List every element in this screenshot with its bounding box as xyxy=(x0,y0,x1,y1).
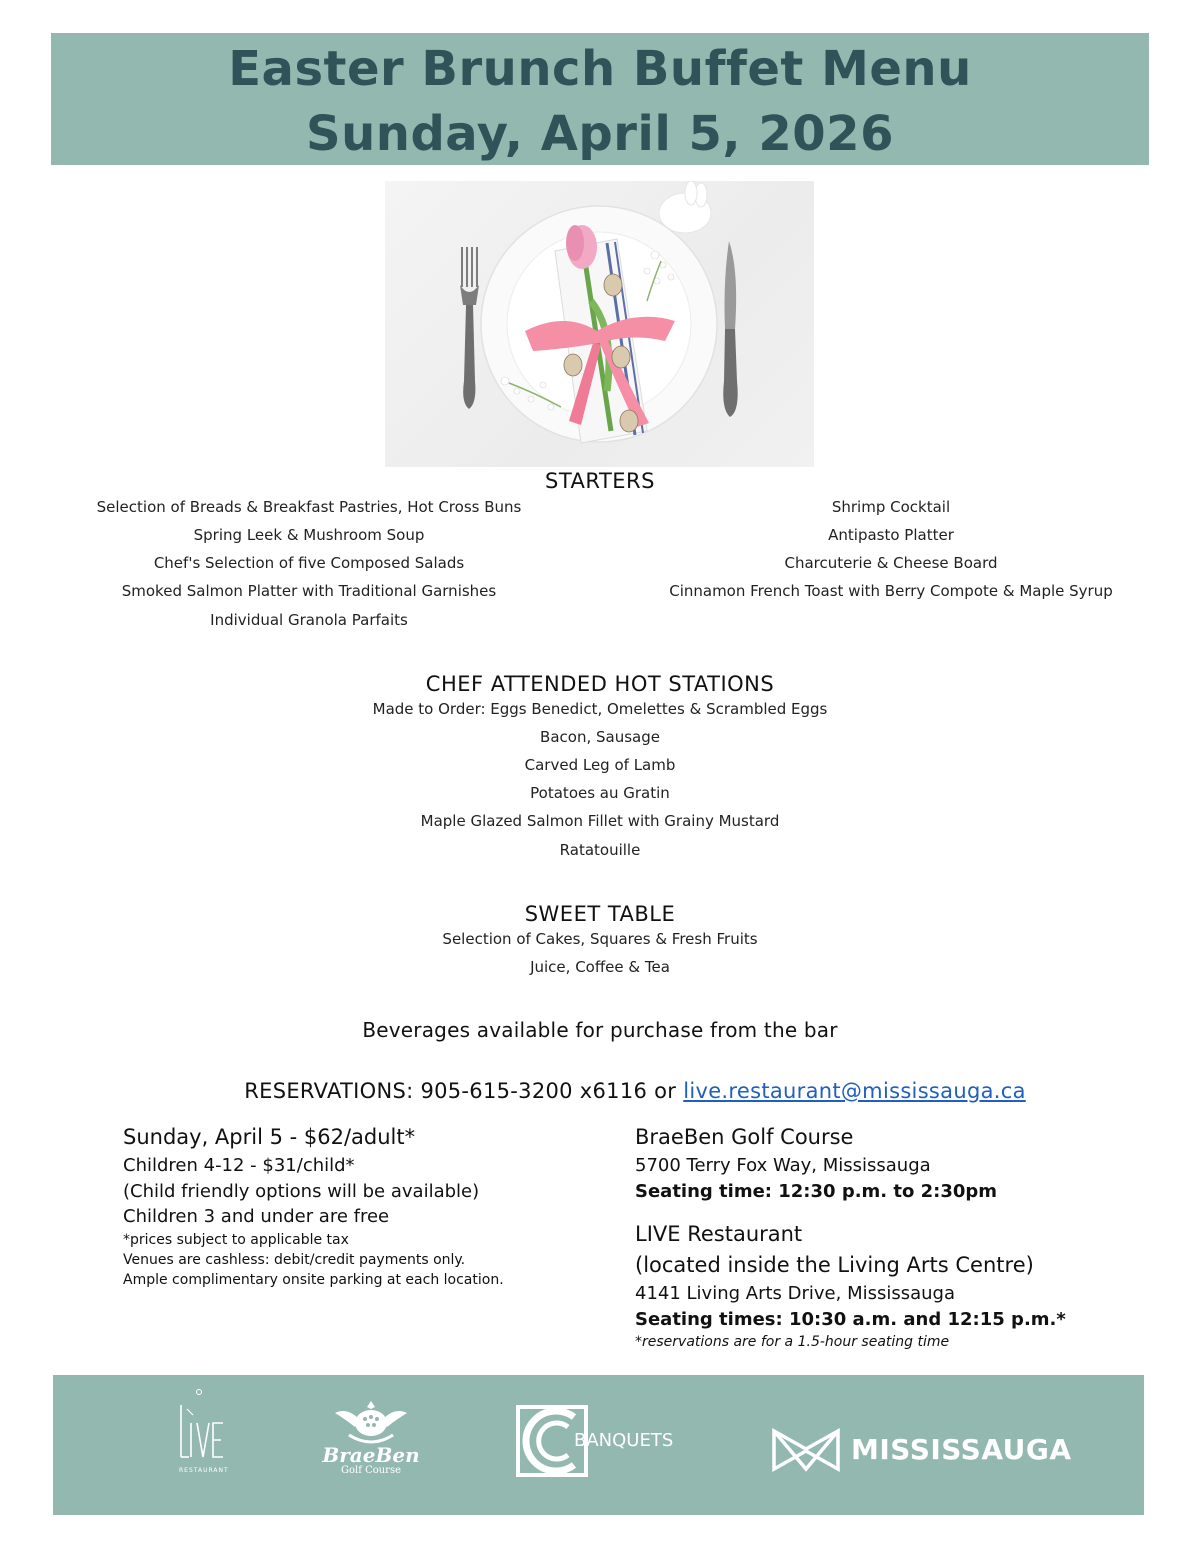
reservations-label: RESERVATIONS: 905-615-3200 x6116 or xyxy=(244,1079,684,1103)
child-options-note: (Child friendly options will be available) xyxy=(123,1181,480,1202)
list-item: Selection of Breads & Breakfast Pastries, Hot Cross Buns xyxy=(96,498,522,516)
live-address: 4141 Living Arts Drive, Mississauga xyxy=(635,1283,956,1304)
tax-note: *prices subject to applicable tax xyxy=(123,1232,349,1248)
braeben-logo-subtext: Golf Course xyxy=(340,1465,402,1476)
live-location-note: (located inside the Living Arts Centre) xyxy=(635,1253,1034,1277)
braeben-address: 5700 Terry Fox Way, Mississauga xyxy=(635,1155,931,1176)
live-logo-subtext: RESTAURANT xyxy=(179,1467,229,1474)
list-item: Selection of Cakes, Squares & Fresh Fruits xyxy=(442,930,758,948)
list-item: Made to Order: Eggs Benedict, Omelettes & Scrambled Eggs xyxy=(372,700,828,718)
menu-date: Sunday, April 5, 2026 xyxy=(306,106,894,162)
live-venue-name: LIVE Restaurant xyxy=(635,1222,803,1246)
beverages-note: Beverages available for purchase from the bar xyxy=(362,1018,838,1042)
list-item: Juice, Coffee & Tea xyxy=(530,958,670,976)
list-item: Spring Leek & Mushroom Soup xyxy=(193,526,425,544)
easter-table-setting-photo xyxy=(385,181,814,467)
parking-note: Ample complimentary onsite parking at each location. xyxy=(123,1272,504,1288)
live-restaurant-logo xyxy=(171,1387,231,1477)
braeben-seating-time: Seating time: 12:30 p.m. to 2:30pm xyxy=(635,1181,998,1202)
list-item: Individual Granola Parfaits xyxy=(210,611,408,629)
reservation-email-link[interactable]: live.restaurant@mississauga.ca xyxy=(683,1079,1026,1103)
braeben-venue-name: BraeBen Golf Course xyxy=(635,1125,854,1149)
reservations-line xyxy=(0,1079,1200,1103)
list-item: Ratatouille xyxy=(559,841,641,859)
hot-stations-heading: CHEF ATTENDED HOT STATIONS xyxy=(425,672,775,696)
banquets-logo xyxy=(516,1405,686,1477)
list-item: Antipasto Platter xyxy=(828,526,954,544)
braeben-logo-text: BraeBen xyxy=(322,1443,420,1467)
live-seating-times: Seating times: 10:30 a.m. and 12:15 p.m.* xyxy=(635,1309,1066,1330)
children-free-note: Children 3 and under are free xyxy=(123,1206,390,1227)
seating-duration-note: *reservations are for a 1.5-hour seating time xyxy=(635,1334,950,1350)
list-item: Chef's Selection of five Composed Salads xyxy=(153,554,465,572)
adult-price: Sunday, April 5 - $62/adult* xyxy=(123,1125,416,1149)
mississauga-logo-text: MISSISSAUGA xyxy=(851,1433,1072,1466)
footer-logo-band xyxy=(53,1375,1144,1515)
header-band xyxy=(51,33,1149,165)
list-item: Shrimp Cocktail xyxy=(831,498,951,516)
list-item: Maple Glazed Salmon Fillet with Grainy Mustard xyxy=(420,812,780,830)
list-item: Bacon, Sausage xyxy=(540,728,660,746)
list-item: Charcuterie & Cheese Board xyxy=(784,554,998,572)
sweet-table-heading: SWEET TABLE xyxy=(524,902,676,926)
starters-heading: STARTERS xyxy=(545,469,655,493)
child-price: Children 4-12 - $31/child* xyxy=(123,1155,355,1176)
list-item: Cinnamon French Toast with Berry Compote & Maple Syrup xyxy=(669,582,1113,600)
list-item: Smoked Salmon Platter with Traditional Garnishes xyxy=(121,582,497,600)
cashless-note: Venues are cashless: debit/credit payments only. xyxy=(123,1252,466,1268)
list-item: Carved Leg of Lamb xyxy=(524,756,676,774)
menu-title: Easter Brunch Buffet Menu xyxy=(228,41,972,97)
list-item: Potatoes au Gratin xyxy=(530,784,670,802)
mississauga-logo xyxy=(771,1425,1072,1475)
braeben-golf-course-logo xyxy=(319,1397,423,1477)
banquets-logo-text: BANQUETS xyxy=(574,1430,674,1451)
